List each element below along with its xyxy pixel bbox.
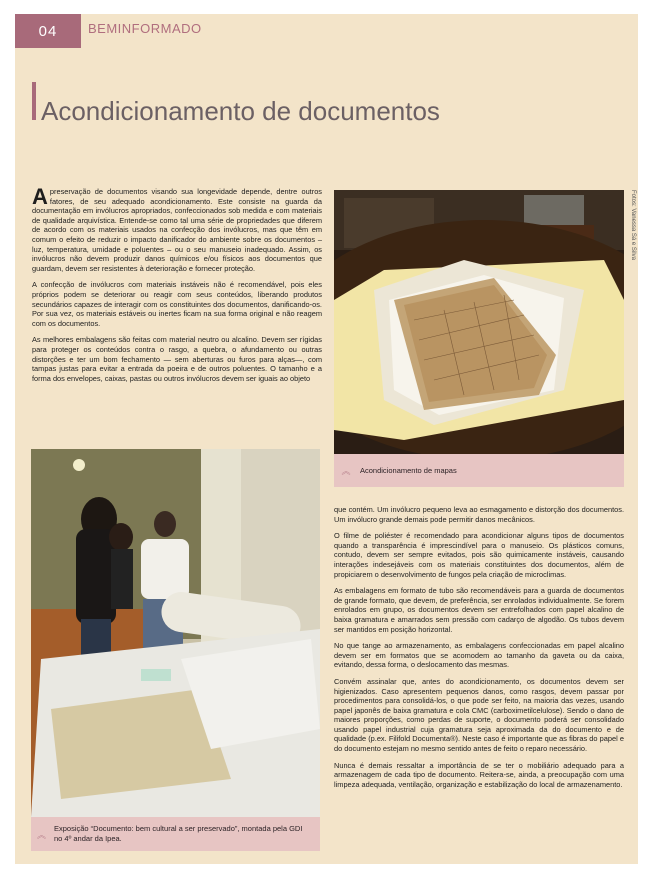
paragraph [32,184,322,273]
drop-cap: A [32,184,48,209]
page-number: 04 [15,14,81,48]
caption-exhibition-text: Exposição “Documento: bem cultural a ser preservado”, montada pela GDI no 4º andar da Ipea. [53,824,303,843]
chevron-up-icon: ︽ [341,466,351,476]
magazine-name-suffix: INFORMADO [117,21,202,36]
paragraph: As embalagens em formato de tubo são recomendáveis para a guarda de documentos de grande formato, que devem, de preferência, ser enrolados individualmente. Se forem enrolados em grupo, os documentos devem ser entrefolhados com papel alcalino de baixa gramatura e amarrados sem pressão com cadarço de algodão. Os tubos devem ser mantidos em posição horizontal. [334,586,624,634]
magazine-name-prefix: BEM [88,21,118,36]
paragraph: As melhores embalagens são feitas com material neutro ou alcalino. Devem ser rígidas para proteger os conteúdos contra o rasgo, a quebra, o afundamento ou outras distorções e ter um bom fechamento — sem aberturas ou furos para alças—, com tampas justas para evitar a entrada da poeira e de outros poluentes. O tamanho e a forma dos envelopes, caixas, pastas ou outros invólucros devem ser iguais ao objeto [32,335,322,383]
paragraph: No que tange ao armazenamento, as embalagens confeccionadas em papel alcalino devem ser em formatos que se acomodem ao tamanho da gaveta ou da caixa, evitando, dessa forma, o deslocamento das mesmas. [334,641,624,670]
left-column-text [32,184,322,390]
photo-maps [334,190,624,454]
paragraph: Convém assinalar que, antes do acondicionamento, os documentos devem ser higienizados. Caso apresentem pequenos danos, como rasgos, devem passar por procedimentos para consolidá-los, o que pode ser feito, na maioria das vezes, usando papel japonês de baixa gramatura e cola CMC (carboximetilcelulose). Sendo o dano de maiores proporções, como perdas de suporte, o documento poderá ser consolidado usando papel industrial cuja gramatura seja aproximada da do documento e de qualidade (p.ex. Filifold Documenta®). Neste caso é importante que as fibras do papel e do documento estejam no mesmo sentido antes de feito o reparo necessário. [334,676,624,754]
paragraph: A confecção de invólucros com materiais instáveis não é recomendável, pois eles próprios podem se deteriorar ou reagir com seus conteúdos, liberando produtos secundários capazes de interagir com os constituintes dos documentos, danificando-os. Por sua vez, os materiais estáveis ou inertes ficam na sua forma original e não reagem com os documentos. [32,280,322,328]
caption-maps-text: Acondicionamento de mapas [360,466,457,475]
photo-exhibition [31,449,320,817]
paragraph: O filme de poliéster é recomendado para acondicionar alguns tipos de documentos quando a transparência é imprescindível para o manuseio. Os plásticos comuns, contudo, devem ser sempre evitados, pois são quimicamente instáveis, causando interações indesejáveis com os materiais constituintes dos documentos, além de propiciarem o desenvolvimento de fungos pela criação de microclimas. [334,531,624,579]
article-title: Acondicionamento de documentos [41,96,440,126]
paragraph: Nunca é demais ressaltar a importância de se ter o mobiliário adequado para a armazenagem de cada tipo de documento. Reitera-se, ainda, a preocupação com uma limpeza adequada, ventilação, organização e estabilização do local de armazenamento. [334,760,624,789]
caption-maps [334,454,624,487]
maps-photo-illustration [334,190,624,454]
caption-exhibition [31,817,320,851]
chevron-up-icon: ︽ [36,829,46,840]
exhibition-photo-illustration [31,449,320,817]
paragraph: que contém. Um invólucro pequeno leva ao esmagamento e distorção dos documentos. Um invólucro grande demais pode permitir danos mecânicos. [334,505,624,524]
paragraph-intro-text: preservação de documentos visando sua longevidade depende, dentre outros fatores, de seu adequado acondicionamento. Este consiste na guarda da documentação em invólucros apropriados, confeccionados sob medida e com materiais de qualidade arquivística. Entende-se como tal uma série de propriedades que diferem de acordo com os materiais usados na confecção dos invólucros, mas que têm em comum o efeito de reduzir o impacto danificador do ambiente sobre os documentos – luz, temperatura, umidade e poluentes – ou o seu manuseio inadequado. Assim, os invólucros não devem produzir danos químicos e/ou físicos aos documentos que guardam, devem ser resistentes à deterioração e fornecer proteção. [32,187,322,273]
right-column-text [334,505,624,796]
photo-credit: Fotos: Vanessa Sá e Silva [630,190,636,260]
title-accent-bar [32,82,36,120]
magazine-name [88,21,202,36]
